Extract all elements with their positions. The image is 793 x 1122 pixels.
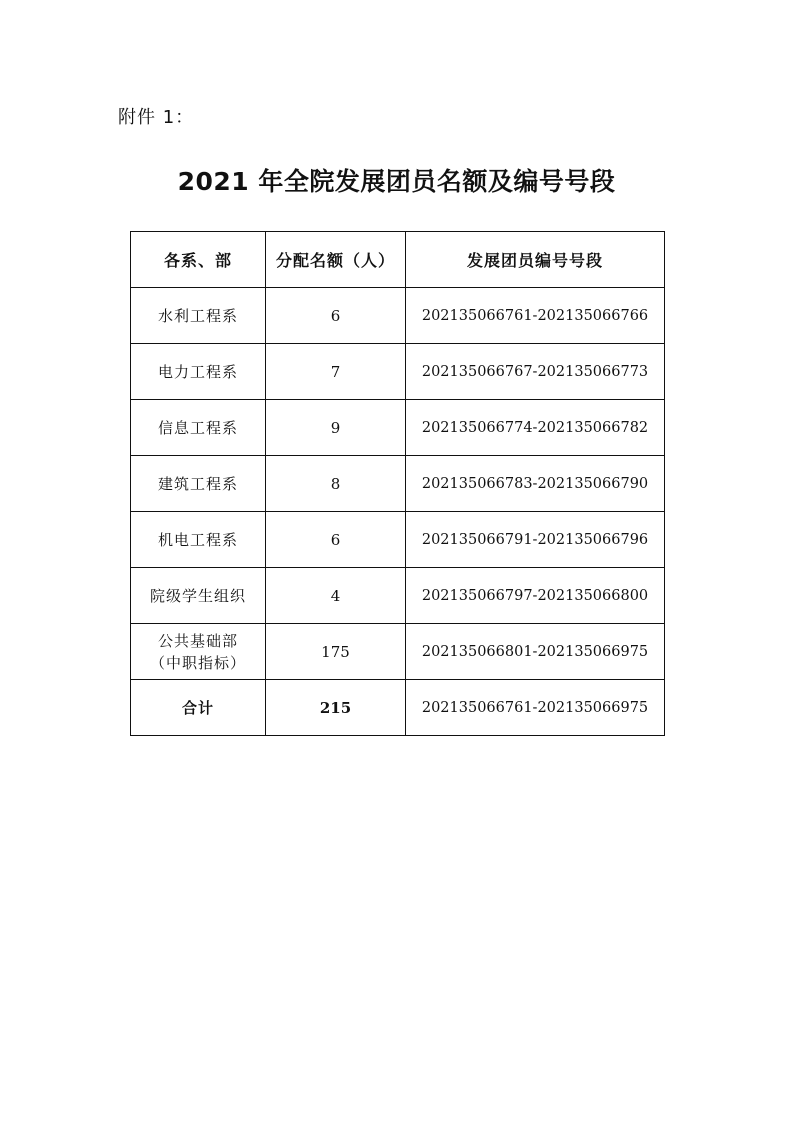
department-note: （中职指标） — [149, 653, 246, 672]
quota-cell: 6 — [266, 288, 406, 344]
number-range-cell: 202135066767-202135066773 — [406, 344, 665, 400]
number-range-cell: 202135066774-202135066782 — [406, 400, 665, 456]
number-range-cell: 202135066801-202135066975 — [406, 624, 665, 680]
table-header-row — [131, 232, 665, 288]
quota-cell: 7 — [266, 344, 406, 400]
header-department: 各系、部 — [131, 232, 266, 288]
quota-table — [130, 231, 665, 736]
table-row — [131, 288, 665, 344]
header-quota: 分配名额（人） — [266, 232, 406, 288]
table-row — [131, 568, 665, 624]
table-row — [131, 400, 665, 456]
table-row — [131, 344, 665, 400]
total-quota: 215 — [266, 680, 406, 736]
number-range-cell: 202135066761-202135066766 — [406, 288, 665, 344]
quota-cell: 175 — [266, 624, 406, 680]
department-cell: 院级学生组织 — [131, 568, 266, 624]
number-range-cell: 202135066783-202135066790 — [406, 456, 665, 512]
total-label: 合计 — [131, 680, 266, 736]
quota-cell: 6 — [266, 512, 406, 568]
quota-cell: 8 — [266, 456, 406, 512]
department-cell: 建筑工程系 — [131, 456, 266, 512]
table-row — [131, 512, 665, 568]
department-cell: 电力工程系 — [131, 344, 266, 400]
number-range-cell: 202135066791-202135066796 — [406, 512, 665, 568]
department-cell: 机电工程系 — [131, 512, 266, 568]
header-number-range: 发展团员编号号段 — [406, 232, 665, 288]
document-title: 2021 年全院发展团员名额及编号号段 — [177, 167, 616, 196]
total-row — [131, 680, 665, 736]
table-row — [131, 624, 665, 680]
department-name: 公共基础部 — [157, 631, 238, 650]
department-cell: 信息工程系 — [131, 400, 266, 456]
quota-cell: 9 — [266, 400, 406, 456]
department-cell: 水利工程系 — [131, 288, 266, 344]
department-cell — [131, 624, 266, 680]
number-range-cell: 202135066797-202135066800 — [406, 568, 665, 624]
total-number-range: 202135066761-202135066975 — [406, 680, 665, 736]
quota-cell: 4 — [266, 568, 406, 624]
attachment-label: 附件 1： — [118, 107, 195, 128]
table-row — [131, 456, 665, 512]
